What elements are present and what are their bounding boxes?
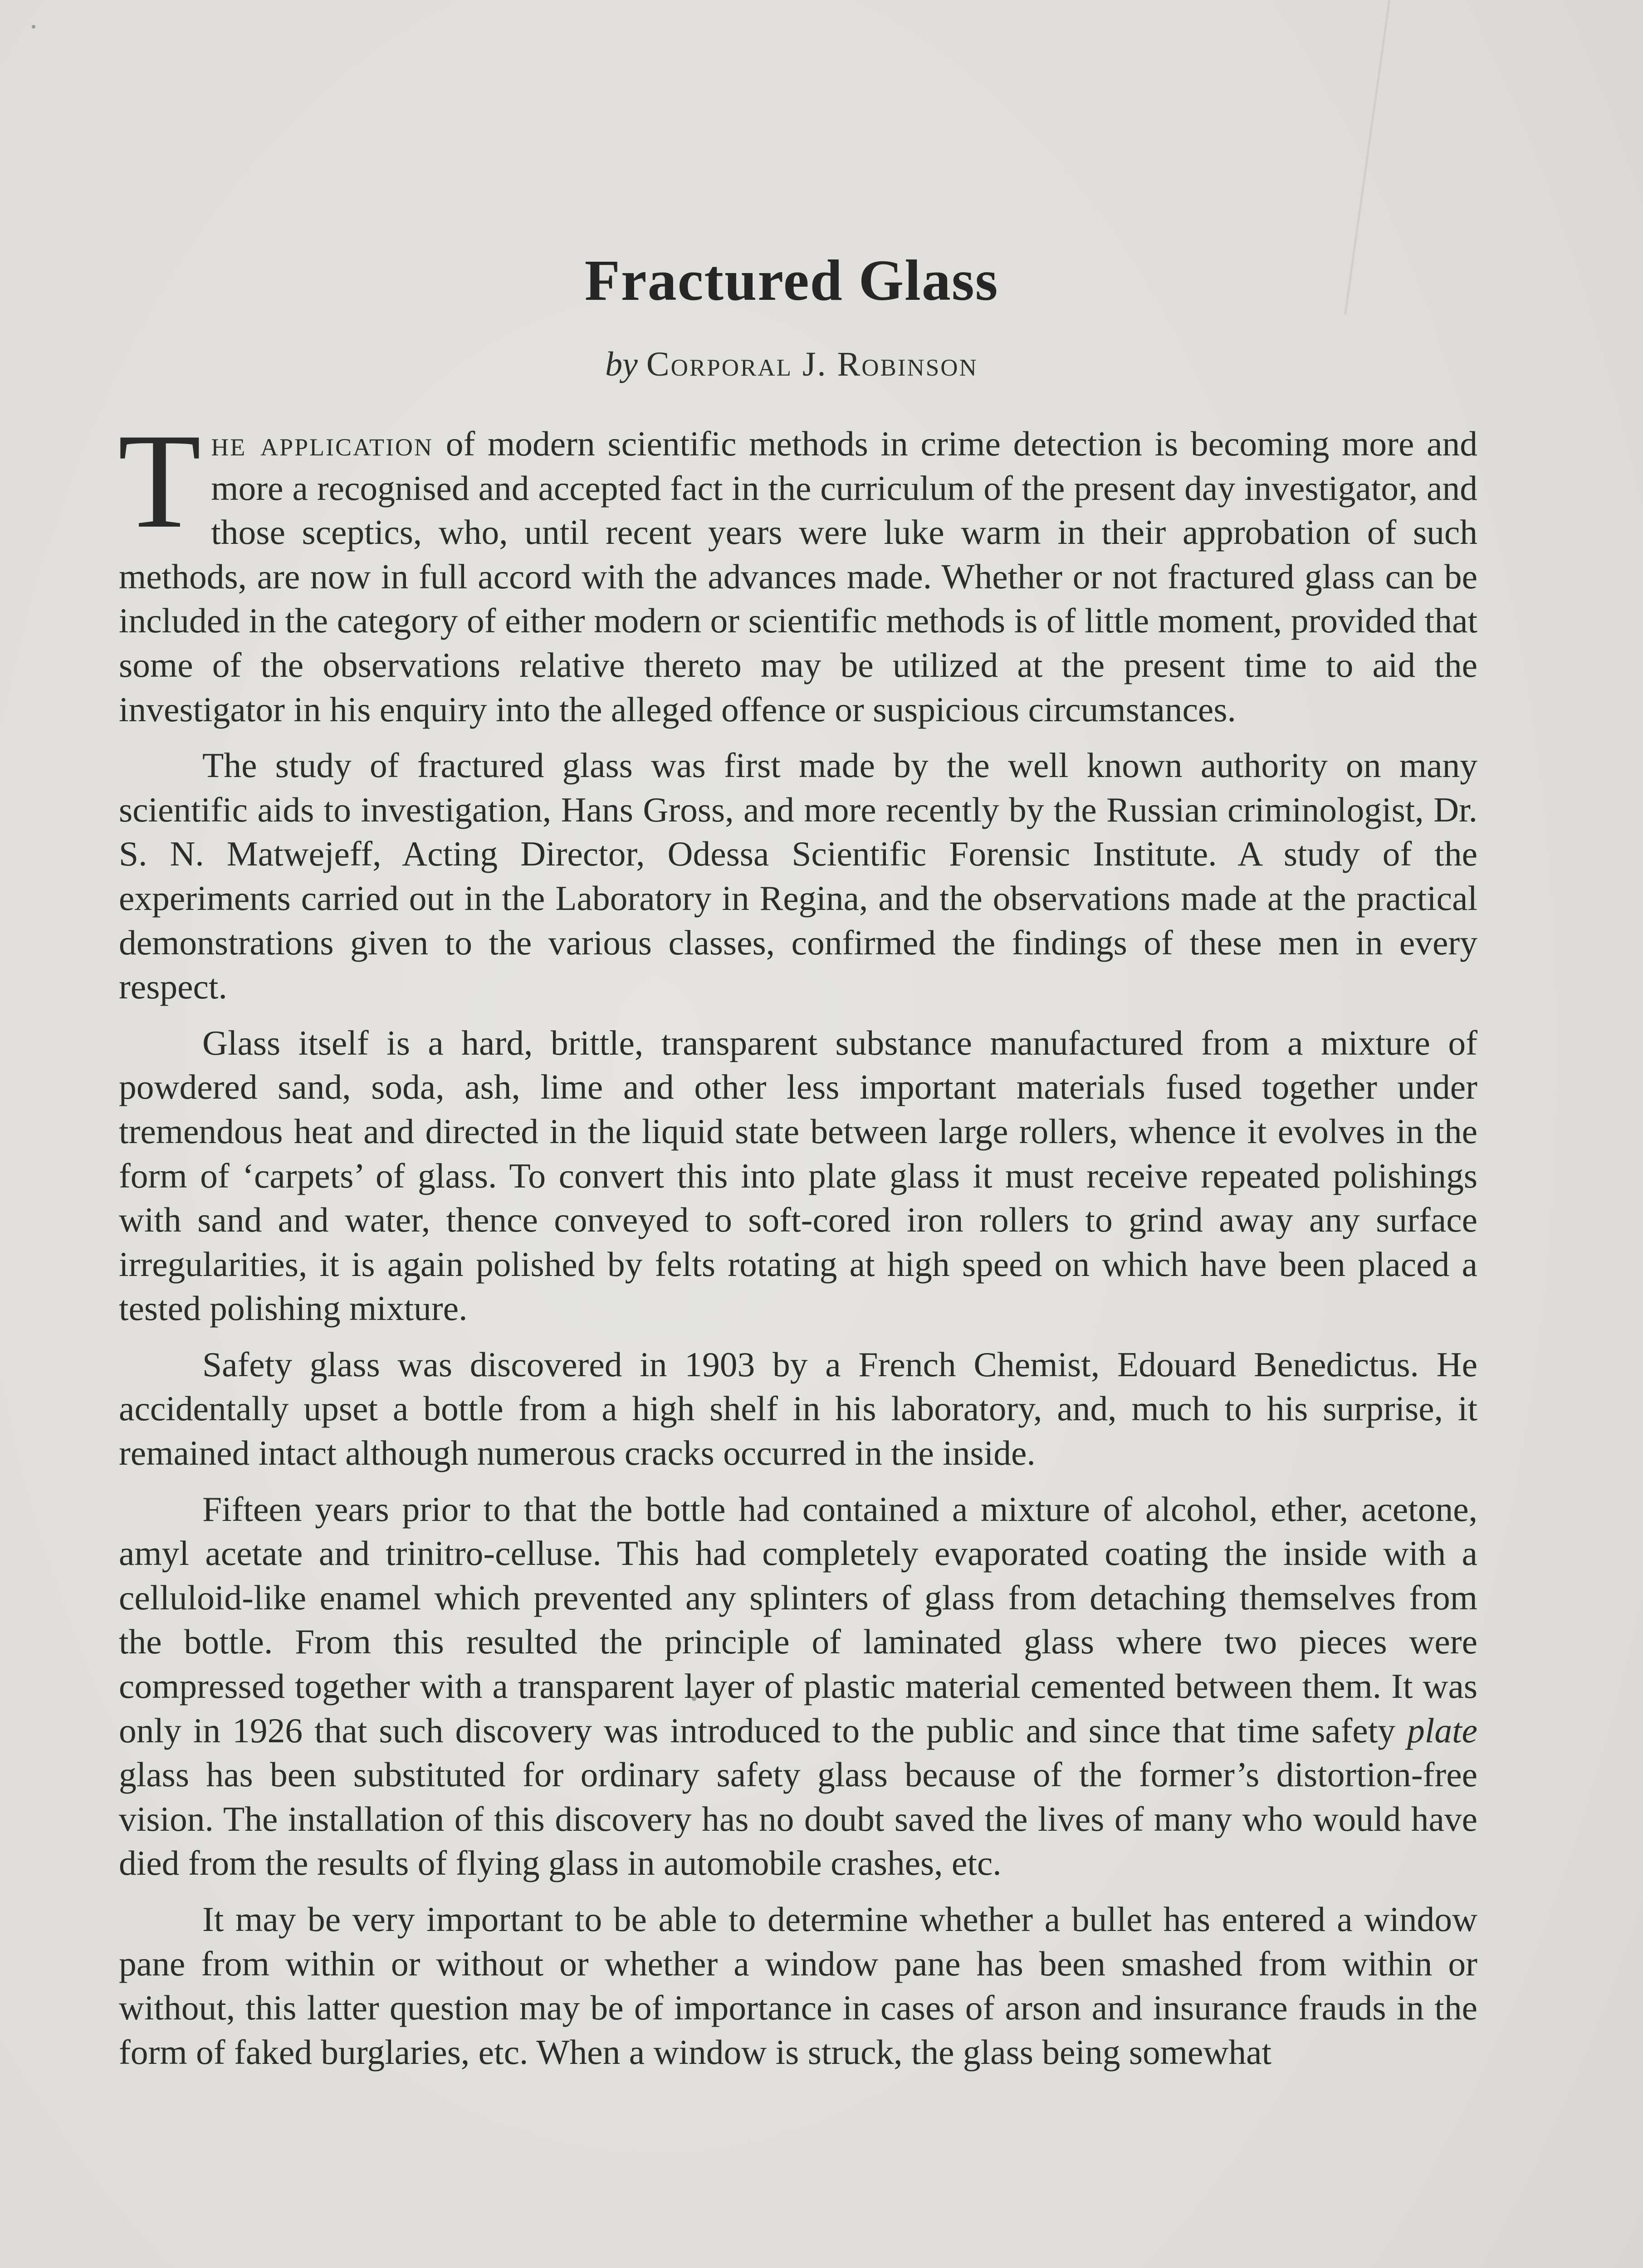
italic-word: plate (1407, 1711, 1478, 1750)
paragraph-3: Glass itself is a hard, brittle, transparent substance manufactured from a mixture of powdered sand, soda, ash, lime and other less important materials fused together under tremendous heat and directed in the liquid state between large rollers, whence it evolves in the form of ‘carpets’ of glass. To convert this into plate glass it must receive repeated polishings with sand and water, thence conveyed to soft-cored iron rollers to grind away any surface irregularities, it is again polished by felts rotating at high speed on which have been placed a tested polishing mixture. (119, 1023, 1477, 1328)
drop-cap: T (118, 406, 201, 556)
paper-speck (32, 25, 35, 29)
paragraph-6: It may be very important to be able to determine whether a bullet has entered a window pane from within or without or whether a window pane has been smashed from within or without, this latter question may be of importance in cases of arson and insurance frauds in the form of faked burglaries, etc. When a window is struck, the glass being somewhat (119, 1900, 1477, 2072)
paragraph-1 (118, 406, 1477, 732)
article-body (118, 406, 1478, 2086)
article-byline (0, 345, 1583, 384)
lead-in-text: he application (211, 424, 433, 463)
paragraph-5 (119, 1487, 1477, 1886)
paragraph-5-text-a: Fifteen years prior to that the bottle had contained a mixture of alcohol, ether, acetone, amyl acetate and trinitro-celluse. This had completely evaporated coating the inside with a celluloid-like enamel which prevented any splinters of glass from detaching themselves from the bottle. From this resulted the principle of laminated glass where two pieces were compressed together with a transparent layer of plastic material cemented between them. It was only in 1926 that such discovery was introduced to the public and since that time safety (119, 1489, 1477, 1750)
paragraph-2: The study of fractured glass was first made by the well known authority on many scientific aids to investigation, Hans Gross, and more recently by the Russian criminologist, Dr. S. N. Matwejeff, Acting Director, Odessa Scientific Forensic Institute. A study of the experiments carried out in the Laboratory in Regina, and the observations made at the practical demonstrations given to the various classes, confirmed the findings of these men in every respect. (119, 746, 1477, 1007)
paragraph-5-text-b: glass has been substituted for ordinary safety glass because of the former’s distortion-free vision. The installation of this discovery has no doubt saved the lives of many who would have died from the results of flying glass in automobile crashes, etc. (119, 1755, 1477, 1883)
article-title: Fractured Glass (584, 248, 999, 313)
paragraph-1-text: of modern scientific methods in crime detection is becoming more and more a recognised and accepted fact in the curriculum of the present day investigator, and those sceptics, who, until recent years were luke warm in their approbation of such methods, are now in full accord with the advances made. Whether or not fractured glass can be included in the category of either modern or scientific methods is of little moment, provided that some of the observations relative thereto may be utilized at the present time to aid the investigator in his enquiry into the alleged offence or suspicious circumstances. (119, 424, 1477, 729)
paragraph-4: Safety glass was discovered in 1903 by a French Chemist, Edouard Benedictus. He accidentally upset a bottle from a high shelf in his laboratory, and, much to his surprise, it remained intact although numerous cracks occurred in the inside. (119, 1344, 1477, 1473)
author-name: Corporal J. Robinson (646, 345, 978, 383)
byline-prefix: by (605, 345, 638, 383)
